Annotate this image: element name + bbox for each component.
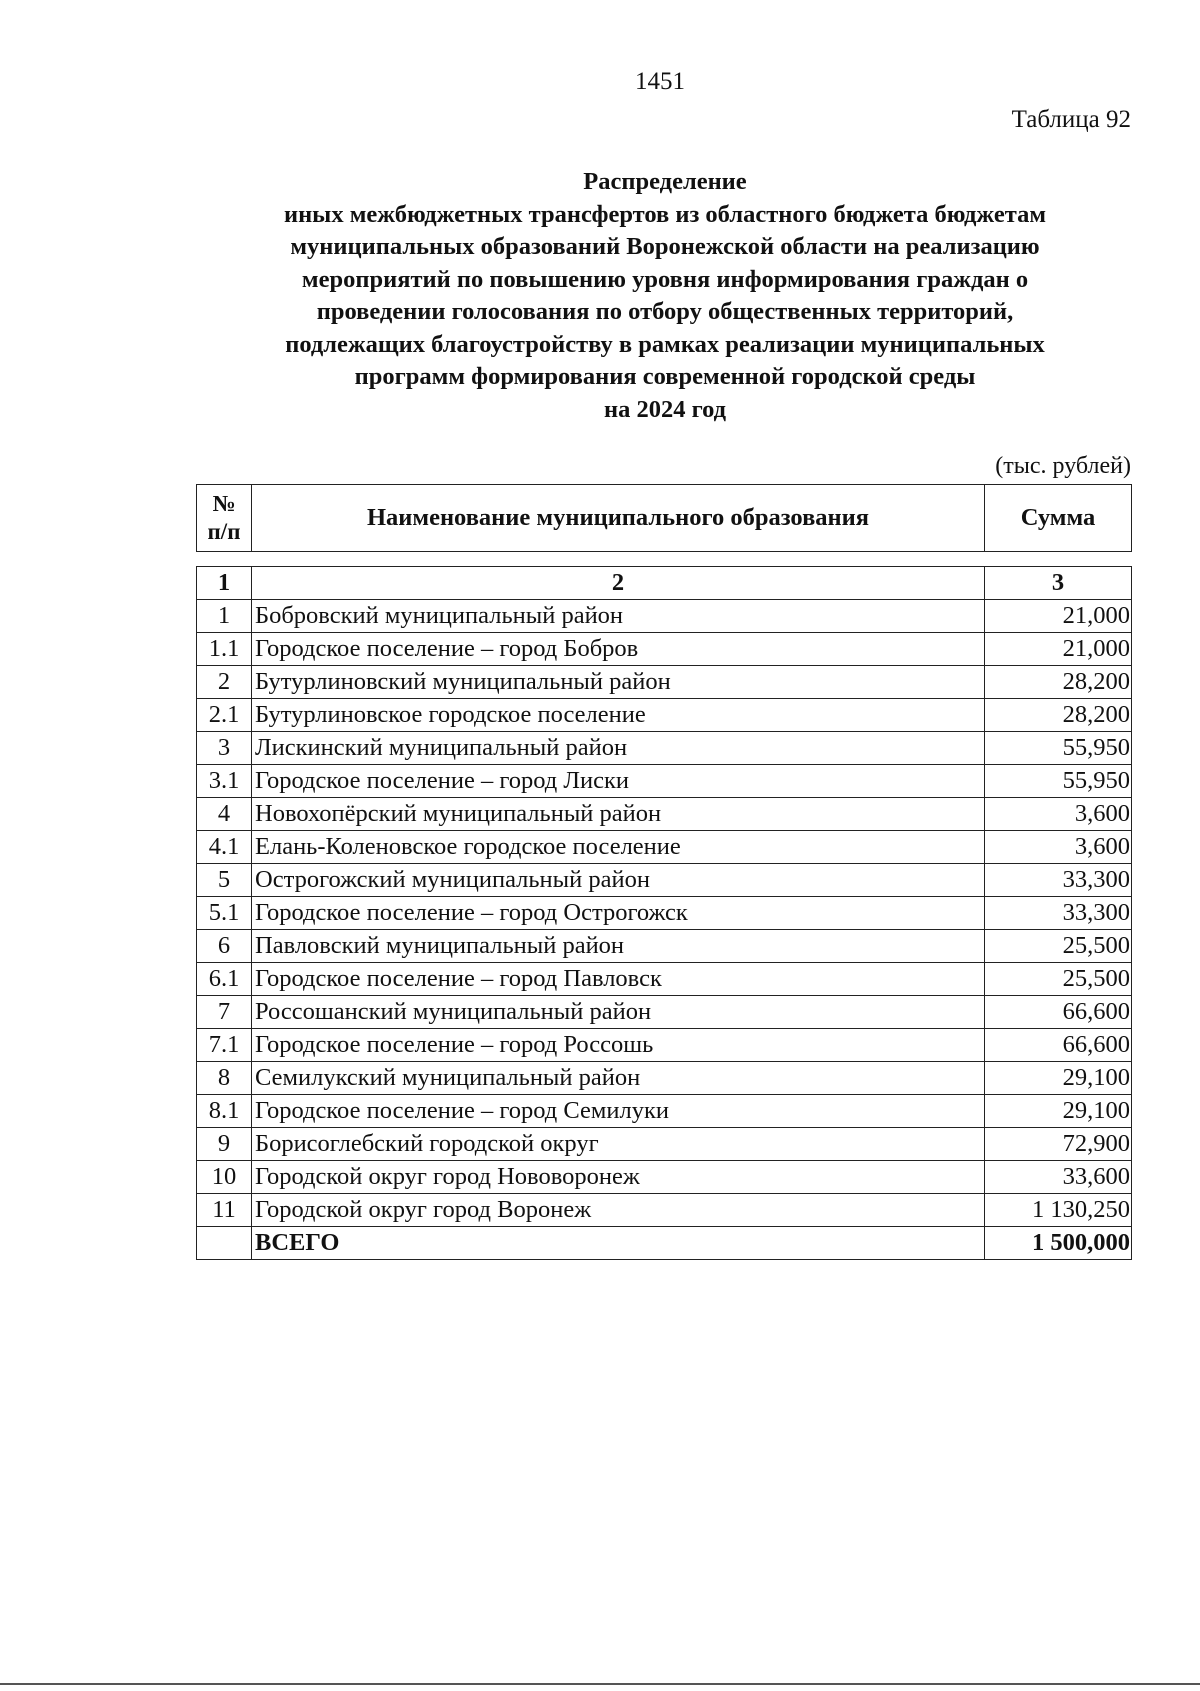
table-row	[197, 1062, 1132, 1095]
municipality-name: Бутурлиновское городское поселение	[252, 699, 985, 732]
title-line: Распределение	[583, 168, 747, 195]
amount: 28,200	[985, 666, 1132, 699]
header-name-cell: Наименование муниципального образования	[252, 485, 985, 552]
title-line: программ формирования современной городской среды	[354, 363, 976, 390]
table-label: Таблица 92	[1011, 106, 1131, 133]
amount: 72,900	[985, 1128, 1132, 1161]
municipality-name: ВСЕГО	[252, 1227, 985, 1260]
table-row	[197, 930, 1132, 963]
table-row	[197, 798, 1132, 831]
row-number: 7	[197, 996, 252, 1029]
title-line: на 2024 год	[603, 395, 727, 423]
table-row	[197, 765, 1132, 798]
municipality-name: Городское поселение – город Павловск	[252, 963, 985, 996]
table-header	[196, 484, 1132, 552]
header-sum-cell: Сумма	[985, 485, 1132, 552]
table-row	[197, 996, 1132, 1029]
header-num-abbr: п/п	[207, 519, 241, 544]
title-line: проведении голосования по отбору общественных территорий,	[316, 298, 1014, 325]
municipality-name: Городской округ город Воронеж	[252, 1194, 985, 1227]
row-number: 1.1	[197, 633, 252, 666]
amount: 21,000	[985, 633, 1132, 666]
row-number: 8	[197, 1062, 252, 1095]
distribution-table	[196, 566, 1132, 1260]
row-number: 6.1	[197, 963, 252, 996]
amount: 66,600	[985, 996, 1132, 1029]
row-number: 10	[197, 1161, 252, 1194]
municipality-name: Бобровский муниципальный район	[252, 600, 985, 633]
table-row	[197, 963, 1132, 996]
row-number: 8.1	[197, 1095, 252, 1128]
amount: 1 500,000	[985, 1227, 1132, 1260]
table-row	[197, 1029, 1132, 1062]
title-line: мероприятий по повышению уровня информирования граждан о	[301, 265, 1029, 293]
municipality-name: Семилукский муниципальный район	[252, 1062, 985, 1095]
row-number: 3.1	[197, 765, 252, 798]
table-row	[197, 633, 1132, 666]
municipality-name: Лискинский муниципальный район	[252, 732, 985, 765]
amount: 3,600	[985, 831, 1132, 864]
row-number: 9	[197, 1128, 252, 1161]
table-row	[197, 864, 1132, 897]
amount: 25,500	[985, 963, 1132, 996]
municipality-name: Городское поселение – город Острогожск	[252, 897, 985, 930]
row-number: 5	[197, 864, 252, 897]
amount: 33,300	[985, 897, 1132, 930]
municipality-name: Бутурлиновский муниципальный район	[252, 666, 985, 699]
title-line: муниципальных образований Воронежской области на реализацию	[290, 233, 1040, 260]
row-number: 5.1	[197, 897, 252, 930]
amount: 33,300	[985, 864, 1132, 897]
column-numbers-row	[197, 567, 1132, 600]
header-num-cell	[197, 485, 252, 552]
table-row	[197, 831, 1132, 864]
table-row	[197, 897, 1132, 930]
municipality-name: Городской округ город Нововоронеж	[252, 1161, 985, 1194]
page-number: 1451	[635, 68, 685, 95]
municipality-name: Борисоглебский городской округ	[252, 1128, 985, 1161]
amount: 66,600	[985, 1029, 1132, 1062]
header-row	[197, 485, 1132, 552]
row-number	[197, 1227, 252, 1260]
row-number: 1	[197, 600, 252, 633]
table-row	[197, 666, 1132, 699]
municipality-name: Острогожский муниципальный район	[252, 864, 985, 897]
municipality-name: Новохопёрский муниципальный район	[252, 798, 985, 831]
amount: 25,500	[985, 930, 1132, 963]
amount: 29,100	[985, 1095, 1132, 1128]
amount: 21,000	[985, 600, 1132, 633]
total-row	[197, 1227, 1132, 1260]
municipality-name: Городское поселение – город Бобров	[252, 633, 985, 666]
row-number: 6	[197, 930, 252, 963]
table-row	[197, 600, 1132, 633]
table-row	[197, 1194, 1132, 1227]
table-row	[197, 1095, 1132, 1128]
table-row	[197, 732, 1132, 765]
municipality-name: Городское поселение – город Лиски	[252, 765, 985, 798]
row-number: 11	[197, 1194, 252, 1227]
amount: 33,600	[985, 1161, 1132, 1194]
title-line: подлежащих благоустройству в рамках реализации муниципальных	[285, 330, 1045, 358]
table-row	[197, 699, 1132, 732]
amount: 28,200	[985, 699, 1132, 732]
amount: 55,950	[985, 732, 1132, 765]
municipality-name: Городское поселение – город Семилуки	[252, 1095, 985, 1128]
table-body	[197, 567, 1132, 1260]
title-line: иных межбюджетных трансфертов из областного бюджета бюджетам	[283, 200, 1047, 228]
column-number: 3	[985, 567, 1132, 600]
document-title	[0, 166, 1200, 426]
row-number: 4	[197, 798, 252, 831]
column-number: 1	[197, 567, 252, 600]
amount: 1 130,250	[985, 1194, 1132, 1227]
row-number: 7.1	[197, 1029, 252, 1062]
table-row	[197, 1161, 1132, 1194]
municipality-name: Городское поселение – город Россошь	[252, 1029, 985, 1062]
municipality-name: Россошанский муниципальный район	[252, 996, 985, 1029]
column-number: 2	[252, 567, 985, 600]
row-number: 4.1	[197, 831, 252, 864]
row-number: 2.1	[197, 699, 252, 732]
amount: 29,100	[985, 1062, 1132, 1095]
municipality-name: Елань-Коленовское городское поселение	[252, 831, 985, 864]
table-row	[197, 1128, 1132, 1161]
row-number: 2	[197, 666, 252, 699]
units-label: (тыс. рублей)	[995, 453, 1131, 479]
municipality-name: Павловский муниципальный район	[252, 930, 985, 963]
amount: 55,950	[985, 765, 1132, 798]
row-number: 3	[197, 732, 252, 765]
header-num-symbol: №	[212, 491, 236, 516]
page-bottom-rule	[0, 1683, 1200, 1685]
amount: 3,600	[985, 798, 1132, 831]
